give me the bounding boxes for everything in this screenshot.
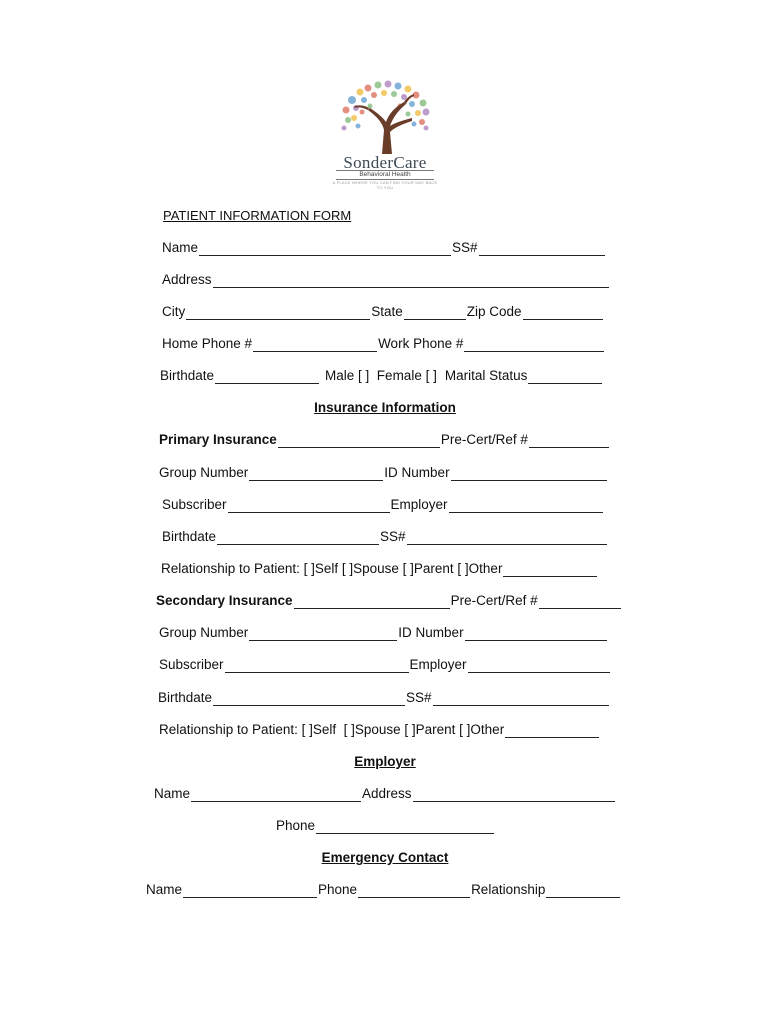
primary-subscriber-field[interactable] <box>228 498 390 513</box>
primary-precert-label: Pre-Cert/Ref # <box>440 432 528 447</box>
home-phone-label: Home Phone # <box>162 336 253 351</box>
form-title: PATIENT INFORMATION FORM <box>163 208 352 223</box>
emergency-heading: Emergency Contact <box>321 850 449 865</box>
secondary-birthdate-row <box>158 688 610 706</box>
primary-subscriber-row <box>162 495 604 513</box>
secondary-insurance-row <box>156 591 622 609</box>
primary-group-field[interactable] <box>249 466 383 481</box>
employer-heading-row <box>0 752 770 770</box>
secondary-relationship-row <box>159 720 600 738</box>
emergency-relationship-field[interactable] <box>546 883 620 898</box>
secondary-birthdate-field[interactable] <box>213 691 405 706</box>
secondary-relationship-label[interactable]: Relationship to Patient: [ ]Self [ ]Spouse [ ]Parent [ ]Other <box>159 722 505 737</box>
secondary-employer-field[interactable] <box>468 658 610 673</box>
patient-birthdate-row <box>160 366 603 384</box>
primary-birthdate-row <box>162 527 608 545</box>
primary-relationship-label[interactable]: Relationship to Patient: [ ]Self [ ]Spouse [ ]Parent [ ]Other <box>161 561 503 576</box>
employer-phone-label: Phone <box>276 818 316 833</box>
patient-city-field[interactable] <box>186 305 370 320</box>
employer-phone-field[interactable] <box>316 819 494 834</box>
secondary-ss-field[interactable] <box>433 691 609 706</box>
secondary-insurance-field[interactable] <box>294 594 450 609</box>
brand-name: SonderCare <box>343 153 427 172</box>
secondary-subscriber-label: Subscriber <box>159 657 224 672</box>
primary-group-label: Group Number <box>159 465 249 480</box>
primary-id-field[interactable] <box>451 466 607 481</box>
brand-subtitle: Behavioral Health <box>336 170 434 180</box>
patient-address-label: Address <box>162 272 212 287</box>
secondary-birthdate-label: Birthdate <box>158 690 213 705</box>
emergency-contact-row <box>146 880 621 898</box>
secondary-group-row <box>159 623 608 641</box>
patient-phone-row <box>162 334 605 352</box>
sondercare-logo <box>330 80 440 190</box>
patient-state-field[interactable] <box>404 305 466 320</box>
form-title-row <box>163 206 351 224</box>
primary-insurance-label: Primary Insurance <box>159 432 277 447</box>
patient-name-label: Name <box>162 240 199 255</box>
patient-ss-field[interactable] <box>479 241 605 256</box>
secondary-ss-label: SS# <box>406 690 432 705</box>
secondary-subscriber-field[interactable] <box>225 658 409 673</box>
marital-status-label: Marital Status <box>444 368 528 383</box>
secondary-subscriber-row <box>159 655 611 673</box>
home-phone-field[interactable] <box>253 337 377 352</box>
secondary-id-field[interactable] <box>465 626 607 641</box>
primary-ss-label: SS# <box>380 529 406 544</box>
marital-status-field[interactable] <box>528 369 602 384</box>
primary-precert-field[interactable] <box>529 433 609 448</box>
emergency-relationship-label: Relationship <box>471 882 546 897</box>
secondary-group-label: Group Number <box>159 625 249 640</box>
secondary-group-field[interactable] <box>249 626 397 641</box>
primary-insurance-row <box>159 430 610 448</box>
patient-zip-label: Zip Code <box>466 304 522 319</box>
secondary-id-label: ID Number <box>398 625 464 640</box>
primary-employer-field[interactable] <box>449 498 603 513</box>
patient-birthdate-field[interactable] <box>215 369 319 384</box>
employer-name-field[interactable] <box>191 787 361 802</box>
patient-ss-label: SS# <box>452 240 478 255</box>
secondary-employer-label: Employer <box>409 657 467 672</box>
primary-subscriber-label: Subscriber <box>162 497 227 512</box>
primary-birthdate-field[interactable] <box>217 530 379 545</box>
primary-group-row <box>159 463 608 481</box>
employer-address-field[interactable] <box>413 787 615 802</box>
secondary-relationship-other-field[interactable] <box>505 723 599 738</box>
emergency-heading-row <box>0 848 770 866</box>
emergency-name-label: Name <box>146 882 183 897</box>
insurance-heading: Insurance Information <box>314 400 456 415</box>
employer-phone-row <box>276 816 495 834</box>
primary-relationship-row <box>161 559 598 577</box>
employer-heading: Employer <box>354 754 416 769</box>
emergency-phone-field[interactable] <box>358 883 470 898</box>
primary-ss-field[interactable] <box>407 530 607 545</box>
insurance-heading-row <box>0 398 770 416</box>
emergency-name-field[interactable] <box>183 883 317 898</box>
secondary-precert-field[interactable] <box>539 594 621 609</box>
primary-employer-label: Employer <box>390 497 448 512</box>
work-phone-field[interactable] <box>464 337 604 352</box>
employer-name-label: Name <box>154 786 191 801</box>
patient-address-field[interactable] <box>213 273 609 288</box>
patient-city-row <box>162 302 604 320</box>
primary-relationship-other-field[interactable] <box>503 562 597 577</box>
primary-birthdate-label: Birthdate <box>162 529 217 544</box>
secondary-insurance-label: Secondary Insurance <box>156 593 293 608</box>
secondary-precert-label: Pre-Cert/Ref # <box>450 593 538 608</box>
patient-name-row <box>162 238 606 256</box>
work-phone-label: Work Phone # <box>378 336 464 351</box>
tree-icon <box>338 80 434 154</box>
primary-insurance-field[interactable] <box>278 433 440 448</box>
patient-birthdate-label: Birthdate <box>160 368 215 383</box>
patient-name-field[interactable] <box>199 241 451 256</box>
patient-city-label: City <box>162 304 186 319</box>
employer-address-label: Address <box>362 786 412 801</box>
patient-state-label: State <box>371 304 403 319</box>
patient-zip-field[interactable] <box>523 305 603 320</box>
brand-tagline: A PLACE WHERE YOU CAN FIND YOUR WAY BACK TO YOU <box>332 180 438 190</box>
patient-address-row <box>162 270 610 288</box>
sex-checkboxes[interactable]: Male [ ] Female [ ] <box>325 368 437 383</box>
primary-id-label: ID Number <box>384 465 450 480</box>
employer-name-row <box>154 784 616 802</box>
emergency-phone-label: Phone <box>318 882 358 897</box>
